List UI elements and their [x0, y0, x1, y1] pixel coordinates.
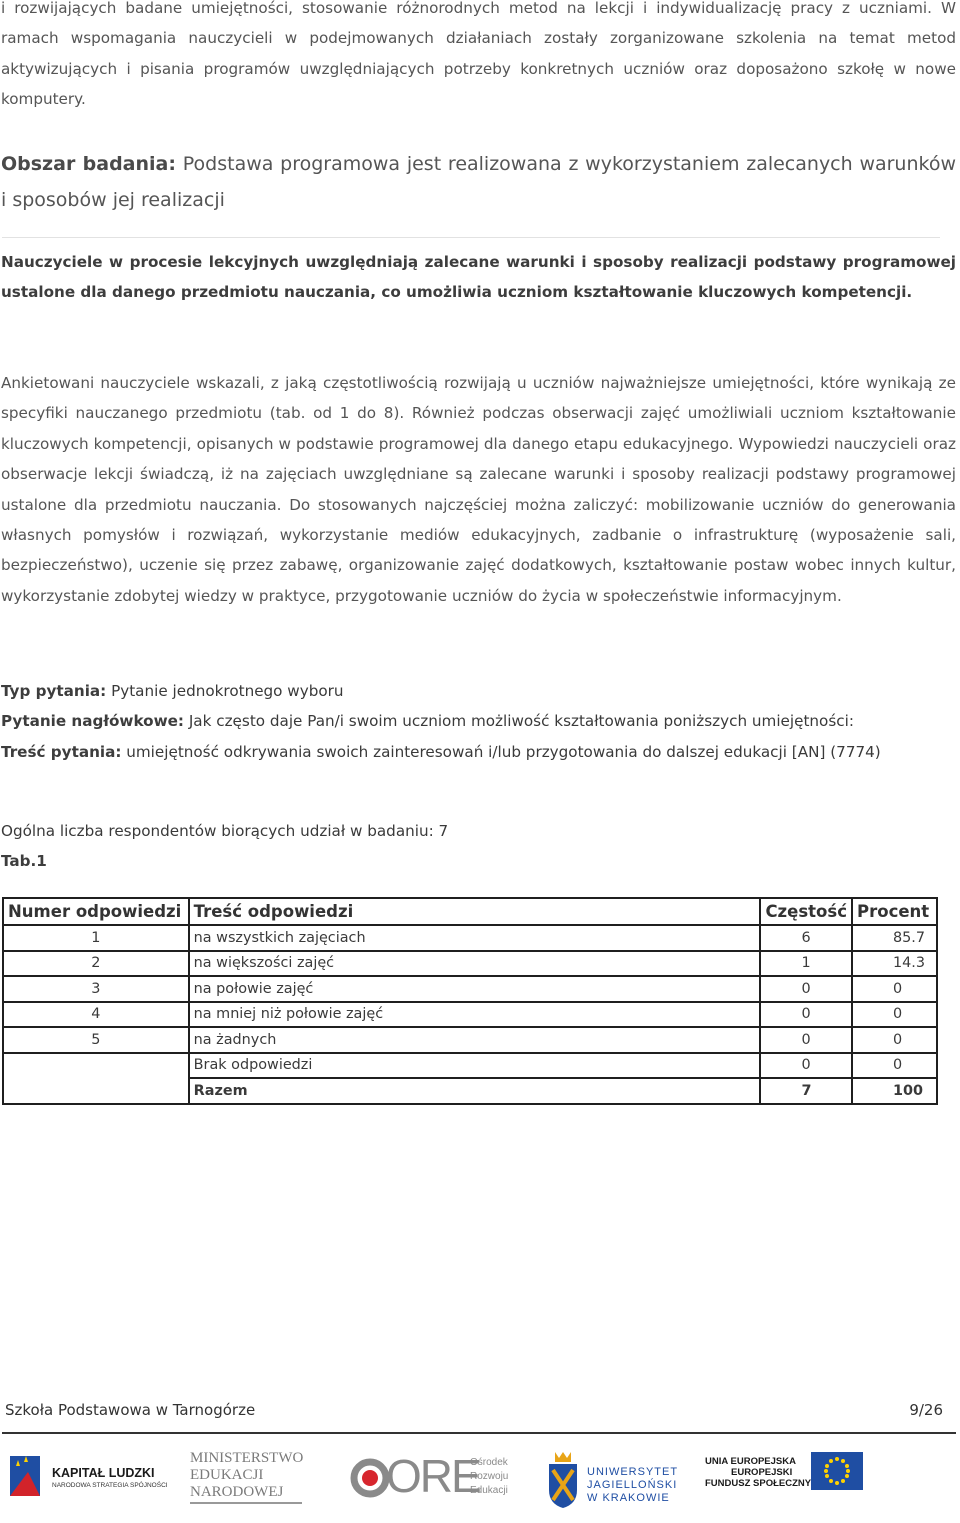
- eu-line2: EUROPEJSKI: [731, 1467, 793, 1478]
- row-percent: 0: [852, 1027, 937, 1053]
- table-header-row: [3, 898, 937, 925]
- question-type-value: Pytanie jednokrotnego wyboru: [111, 682, 344, 700]
- men-line2: EDUKACJI: [190, 1467, 264, 1483]
- row-frequency: 6: [760, 925, 852, 951]
- table-row: [3, 976, 937, 1002]
- total-percent: 100: [852, 1078, 937, 1104]
- body-paragraph: Ankietowani nauczyciele wskazali, z jaką częstotliwością rozwijają u uczniów najważniejsze umiejętności, które wynikają ze specyfiki nauczanego przedmiotu (tab. od 1 do 8). Również podczas obserwacji zajęć umożliwiali uczniom kształtowanie kluczowych kompetencji, opisanych w podstawie programowej dla danego etapu edukacyjnego. Wypowiedzi nauczycieli oraz obserwacje lekcji świadczą, iż na zajęciach uwzględniane są zalecane warunki i sposoby realizacji podstawy programowej ustalone dla przedmiotu nauczania. Do stosowanych najczęściej można zaliczyć: mobilizowanie uczniów do generowania własnych pomysłów i rozwiązań, wykorzystanie mediów edukacyjnych, zadbanie o infrastrukturę (wyposażenie sali, bezpieczeństwo), uczenie się przez zabawę, organizowanie zajęć dodatkowych, kształtowanie postaw wobec innych kultur, wykorzystanie zdobytej wiedzy w praktyce, przygotowanie uczniów do życia w społeczeństwie informacyjnym.: [1, 374, 956, 605]
- header-percent: Procent: [852, 898, 937, 925]
- row-frequency: 1: [760, 951, 852, 977]
- kapital-ludzki-emblem-icon: [8, 1452, 48, 1508]
- kapital-ludzki-subtitle: NARODOWA STRATEGIA SPÓJNOŚCI: [52, 1482, 168, 1489]
- research-area: [1, 146, 956, 218]
- table-row: [3, 951, 937, 977]
- question-content-value: umiejętność odkrywania swoich zainteresowań i/lub przygotowania do dalszej edukacji [AN] (7774): [126, 743, 881, 761]
- kapital-ludzki-title: KAPITAŁ LUDZKI: [52, 1466, 155, 1480]
- row-answer: na większości zajęć: [189, 951, 761, 977]
- question-content: [1, 737, 956, 767]
- table-row: [3, 1027, 937, 1053]
- question-header: [1, 706, 956, 736]
- row-percent: 0: [852, 1002, 937, 1028]
- table-row: [3, 1053, 937, 1079]
- men-line3: NARODOWEJ: [190, 1484, 284, 1500]
- men-logo: [190, 1446, 310, 1514]
- footer-school-name: Szkoła Podstawowa w Tarnogórze: [5, 1401, 256, 1419]
- row-number: 3: [3, 976, 189, 1002]
- row-percent: 14.3: [852, 951, 937, 977]
- ore-logo: [350, 1446, 520, 1514]
- total-label: Razem: [189, 1078, 761, 1104]
- eu-flag-icon: [811, 1452, 863, 1490]
- row-number: 5: [3, 1027, 189, 1053]
- question-type-label: Typ pytania:: [1, 682, 107, 700]
- footer-page-number: 9/26: [909, 1401, 943, 1419]
- ore-line2: Rozwoju: [470, 1471, 509, 1482]
- row-percent: 85.7: [852, 925, 937, 951]
- table-total-row: [3, 1078, 937, 1104]
- uj-line3: W KRAKOWIE: [587, 1492, 670, 1504]
- row-number: [3, 1053, 189, 1079]
- row-answer: na wszystkich zajęciach: [189, 925, 761, 951]
- row-frequency: 0: [760, 1027, 852, 1053]
- research-area-text: Podstawa programowa jest realizowana z wykorzystaniem zalecanych warunków i sposobów jej realizacji: [1, 153, 957, 211]
- table-row: [3, 1002, 937, 1028]
- total-empty-cell: [3, 1078, 189, 1104]
- ore-letters: ORE: [386, 1450, 480, 1502]
- section-divider: [2, 237, 940, 238]
- total-frequency: 7: [760, 1078, 852, 1104]
- table-label: Tab.1: [1, 852, 47, 870]
- header-answer: Treść odpowiedzi: [189, 898, 761, 925]
- row-answer: Brak odpowiedzi: [189, 1053, 761, 1079]
- eu-line3: FUNDUSZ SPOŁECZNY: [705, 1478, 812, 1489]
- men-line1: MINISTERSTWO: [190, 1450, 304, 1466]
- men-underline: [190, 1502, 302, 1504]
- question-header-value: Jak często daje Pan/i swoim uczniom możliwość kształtowania poniższych umiejętności:: [188, 712, 854, 730]
- key-statement: Nauczyciele w procesie lekcyjnych uwzględniają zalecane warunki i sposoby realizacji podstawy programowej ustalone dla danego przedmiotu nauczania, co umożliwia uczniom kształtowanie kluczowych kompetencji.: [1, 253, 956, 302]
- header-frequency: Częstość: [760, 898, 852, 925]
- row-percent: 0: [852, 976, 937, 1002]
- row-number: 2: [3, 951, 189, 977]
- header-number: Numer odpowiedzi: [3, 898, 189, 925]
- uj-crest-icon: [545, 1450, 581, 1510]
- kapital-ludzki-logo: [8, 1446, 168, 1514]
- ore-circle-icon: [350, 1458, 390, 1498]
- ore-line3: Edukacji: [470, 1485, 508, 1496]
- row-number: 4: [3, 1002, 189, 1028]
- uj-line2: JAGIELLOŃSKI: [587, 1479, 678, 1491]
- ore-line1: Ośrodek: [470, 1457, 508, 1468]
- intro-paragraph: i rozwijających badane umiejętności, stosowanie różnorodnych metod na lekcji i indywidualizację pracy z uczniami. W ramach wspomagania nauczycieli w podejmowanych działaniach zostały zorganizowane szkolenia na temat metod aktywizujących i pisania programów uwzględniających potrzeby konkretnych uczniów oraz doposażono szkołę w nowe komputery.: [1, 0, 956, 109]
- eu-logo: [705, 1446, 865, 1514]
- results-table: [2, 897, 938, 1105]
- row-frequency: 0: [760, 976, 852, 1002]
- row-answer: na połowie zajęć: [189, 976, 761, 1002]
- row-answer: na mniej niż połowie zajęć: [189, 1002, 761, 1028]
- uj-line1: UNIWERSYTET: [587, 1466, 679, 1478]
- eu-line1: UNIA EUROPEJSKA: [705, 1456, 796, 1467]
- row-frequency: 0: [760, 1002, 852, 1028]
- row-number: 1: [3, 925, 189, 951]
- question-header-label: Pytanie nagłówkowe:: [1, 712, 184, 730]
- row-frequency: 0: [760, 1053, 852, 1079]
- row-percent: 0: [852, 1053, 937, 1079]
- footer-divider: [2, 1432, 956, 1434]
- research-area-label: Obszar badania:: [1, 153, 176, 175]
- uj-logo: [545, 1446, 685, 1514]
- question-type: [1, 676, 956, 706]
- row-answer: na żadnych: [189, 1027, 761, 1053]
- respondents-count: Ogólna liczba respondentów biorących udział w badaniu: 7: [1, 822, 449, 840]
- question-content-label: Treść pytania:: [1, 743, 122, 761]
- table-row: [3, 925, 937, 951]
